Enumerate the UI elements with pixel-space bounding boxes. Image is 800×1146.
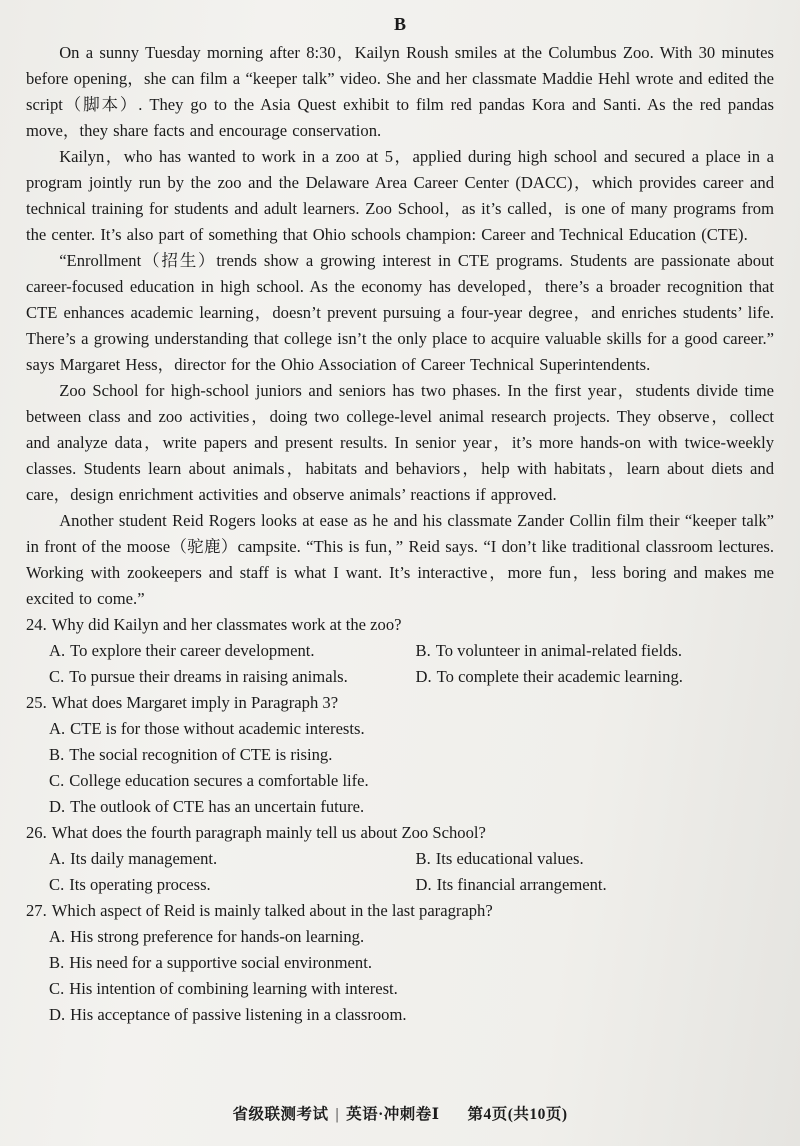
option-label: D. — [415, 875, 432, 894]
option-26-b — [416, 846, 775, 872]
page-footer — [26, 1104, 774, 1134]
question-25-options — [26, 716, 774, 820]
option-25-c — [49, 768, 774, 794]
option-text: To complete their academic learning. — [436, 667, 683, 686]
option-label: D. — [49, 1005, 66, 1024]
question-stem: Which aspect of Reid is mainly talked about in the last paragraph? — [51, 901, 493, 920]
option-24-a — [49, 638, 408, 664]
question-24 — [26, 612, 774, 690]
option-24-c — [49, 664, 408, 690]
option-24-d — [416, 664, 775, 690]
passage-paragraph-4: Zoo School for high-school juniors and seniors has two phases. In the first year，students divide time between class and zoo activities，doing two college-level animal research projects. They observe，collect and analyze data，write papers and present results. In senior year，it’s more hands-on with twice-weekly classes. Students learn about animals，habitats and behaviors，help with habitats，learn about diets and care，design enrichment activities and observe animals’ reactions if approved. — [26, 381, 774, 504]
option-27-b — [49, 950, 774, 976]
question-stem: What does the fourth paragraph mainly tell us about Zoo School? — [51, 823, 486, 842]
question-number: 27. — [26, 901, 47, 920]
footer-exam-name: 省级联测考试 — [232, 1106, 329, 1123]
footer-page-number: 第4页(共10页) — [467, 1106, 568, 1123]
question-number: 25. — [26, 693, 47, 712]
question-24-text — [26, 612, 774, 638]
option-text: College education secures a comfortable life. — [69, 771, 369, 790]
option-text: Its daily management. — [70, 849, 218, 868]
option-label: D. — [415, 667, 432, 686]
option-25-a — [49, 716, 774, 742]
footer-separator: | — [335, 1106, 340, 1123]
option-26-c — [49, 872, 408, 898]
option-label: C. — [49, 875, 65, 894]
option-label: B. — [49, 745, 65, 764]
option-label: B. — [415, 641, 431, 660]
option-label: A. — [49, 927, 66, 946]
option-label: A. — [49, 849, 66, 868]
question-stem: What does Margaret imply in Paragraph 3? — [51, 693, 339, 712]
option-text: The social recognition of CTE is rising. — [69, 745, 333, 764]
option-text: To pursue their dreams in raising animals. — [69, 667, 348, 686]
option-label: C. — [49, 667, 65, 686]
option-text: CTE is for those without academic interests. — [70, 719, 365, 738]
option-24-b — [416, 638, 775, 664]
option-text: His acceptance of passive listening in a classroom. — [70, 1005, 407, 1024]
option-text: Its financial arrangement. — [436, 875, 607, 894]
option-27-c — [49, 976, 774, 1002]
question-24-options — [26, 638, 774, 690]
option-25-b — [49, 742, 774, 768]
option-27-a — [49, 924, 774, 950]
question-26-text — [26, 820, 774, 846]
option-label: B. — [49, 953, 65, 972]
passage-paragraph-2: Kailyn，who has wanted to work in a zoo at 5，applied during high school and secured a place in a program jointly run by the zoo and the Delaware Area Career Center (DACC)，which provides career and technical training for students and adult learners. Zoo School，as it’s called，is one of many programs from the center. It’s also part of something that Ohio schools champion: Career and Technical Education (CTE). — [26, 147, 774, 244]
option-25-d — [49, 794, 774, 820]
option-label: A. — [49, 641, 66, 660]
option-26-d — [416, 872, 775, 898]
passage-paragraph-1: On a sunny Tuesday morning after 8:30，Kailyn Roush smiles at the Columbus Zoo. With 30 minutes before opening，she can film a “keeper talk” video. She and her classmate Maddie Hehl wrote and edited the script（脚本）. They go to the Asia Quest exhibit to film red pandas Kora and Santi. As the red pandas move，they share facts and encourage conservation. — [26, 43, 774, 140]
reading-passage — [26, 40, 774, 612]
question-section — [26, 612, 774, 1028]
option-text: Its educational values. — [435, 849, 584, 868]
question-27-options — [26, 924, 774, 1028]
footer-subject: 英语·冲刺卷Ⅰ — [346, 1106, 440, 1123]
option-27-d — [49, 1002, 774, 1028]
option-label: C. — [49, 979, 65, 998]
passage-paragraph-5: Another student Reid Rogers looks at ease as he and his classmate Zander Collin film their “keeper talk” in front of the moose（驼鹿）campsite. “This is fun，” Reid says. “I don’t like traditional classroom lectures. Working with zookeepers and staff is what I want. It’s interactive，more fun，less boring and makes me excited to come.” — [26, 511, 774, 608]
section-label: B — [393, 14, 406, 34]
question-27 — [26, 898, 774, 1028]
option-text: His strong preference for hands-on learning. — [70, 927, 365, 946]
question-number: 24. — [26, 615, 47, 634]
question-25 — [26, 690, 774, 820]
option-label: A. — [49, 719, 66, 738]
passage-paragraph-3: “Enrollment（招生）trends show a growing interest in CTE programs. Students are passionate about career-focused education in high school. As the economy has developed，there’s a broader recognition that CTE enhances academic learning，doesn’t prevent pursuing a four-year degree，and enriches students’ life. There’s a growing understanding that college isn’t the only place to acquire valuable skills for a good career.” says Margaret Hess，director for the Ohio Association of Career Technical Superintendents. — [26, 251, 774, 374]
option-text: His need for a supportive social environment. — [69, 953, 372, 972]
option-label: B. — [415, 849, 431, 868]
option-text: Its operating process. — [69, 875, 211, 894]
option-text: To volunteer in animal-related fields. — [435, 641, 682, 660]
option-text: His intention of combining learning with interest. — [69, 979, 398, 998]
question-stem: Why did Kailyn and her classmates work at the zoo? — [51, 615, 402, 634]
question-27-text — [26, 898, 774, 924]
question-number: 26. — [26, 823, 47, 842]
option-text: To explore their career development. — [70, 641, 315, 660]
question-25-text — [26, 690, 774, 716]
option-text: The outlook of CTE has an uncertain future. — [70, 797, 365, 816]
question-26-options — [26, 846, 774, 898]
option-label: D. — [49, 797, 66, 816]
option-26-a — [49, 846, 408, 872]
question-26 — [26, 820, 774, 898]
option-label: C. — [49, 771, 65, 790]
